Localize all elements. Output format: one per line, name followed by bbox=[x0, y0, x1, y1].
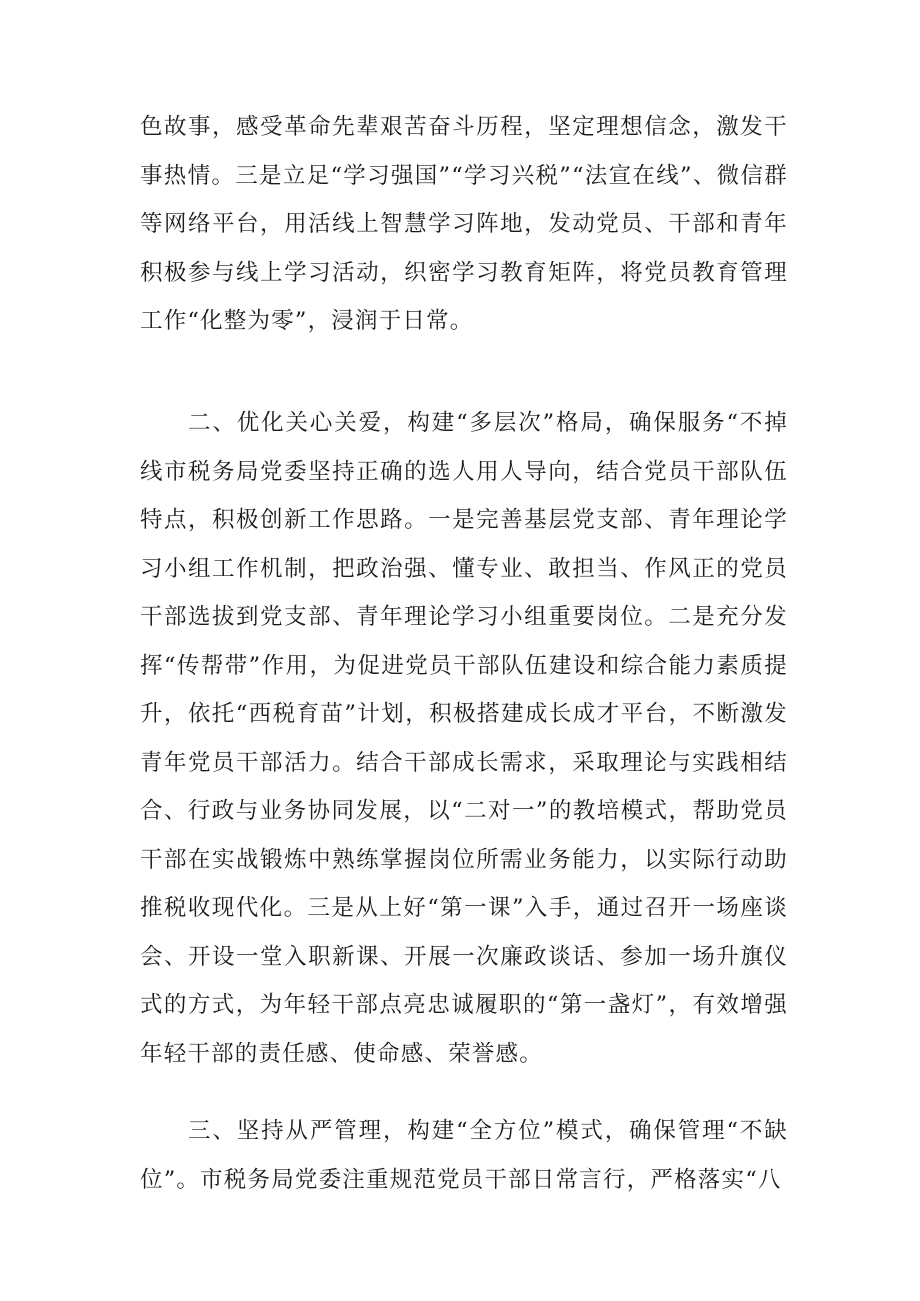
paragraph-section-two: 二、优化关心关爱，构建“多层次”格局，确保服务“不掉线市税务局党委坚持正确的选人用人导向，结合党员干部队伍特点，积极创新工作思路。一是完善基层党支部、青年理论学习小组工作机制，把政治强、懂专业、敢担当、作风正的党员干部选拔到党支部、青年理论学习小组重要岗位。二是充分发挥“传帮带”作用，为促进党员干部队伍建设和综合能力素质提升，依托“西税育苗”计划，积极搭建成长成才平台，不断激发青年党员干部活力。结合干部成长需求，采取理论与实践相结合、行政与业务协同发展，以“二对一”的教培模式，帮助党员干部在实战锻炼中熟练掌握岗位所需业务能力，以实际行动助推税收现代化。三是从上好“第一课”入手，通过召开一场座谈会、开设一堂入职新课、开展一次廉政谈话、参加一场升旗仪式的方式，为年轻干部点亮忠诚履职的“第一盏灯”，有效增强年轻干部的责任感、使命感、荣誉感。 bbox=[140, 410, 788, 1067]
paragraph-section-three: 三、坚持从严管理，构建“全方位”模式，确保管理“不缺位”。市税务局党委注重规范党员干部日常言行，严格落实“八 bbox=[140, 1118, 788, 1193]
paragraph-continuation: 色故事，感受革命先辈艰苦奋斗历程，坚定理想信念，激发干事热情。三是立足“学习强国”“学习兴税”“法宣在线”、微信群等网络平台，用活线上智慧学习阵地，发动党员、干部和青年积极参与线上学习活动，织密学习教育矩阵，将党员教育管理工作“化整为零”，浸润于日常。 bbox=[140, 114, 788, 334]
